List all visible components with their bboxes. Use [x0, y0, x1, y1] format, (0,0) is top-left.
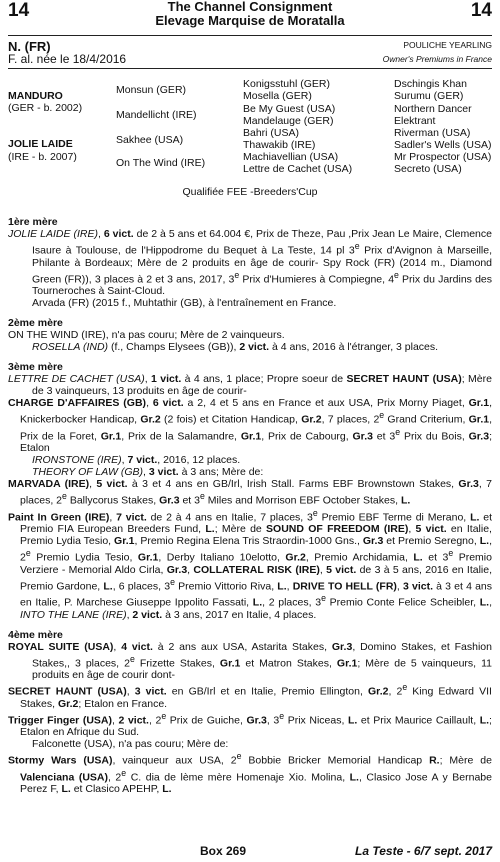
- pedigree-gen2: On The Wind (IRE): [116, 157, 206, 169]
- lot-number-right: 14: [470, 0, 492, 21]
- lot-number-left: 14: [8, 0, 30, 21]
- section-heading-4: 4ème mère: [8, 628, 63, 641]
- qualification-note: Qualifiée FEE -Breeders'Cup: [182, 186, 318, 198]
- fourth-dam-record: ROYAL SUITE (USA), 4 vict. à 2 ans aux USA, Astarita Stakes, Gr.3, Domino Stakes, et Fashion Stakes,, 3 places, 2e Frizette Stakes, Gr.1 et Matron Stakes, Gr.1; Mère de 5 vainqueurs, 11 produits en âge de courir dont-: [8, 640, 492, 681]
- pedigree-gen3: Mosella (GER): [243, 90, 312, 102]
- pedigree-gen3: Thawakib (IRE): [243, 139, 316, 151]
- pedigree-gen4: Surumu (GER): [394, 90, 464, 102]
- grandproduce-marvada: MARVADA (IRE), 5 vict. à 3 et 4 ans en GB/Irl, Irish Stall. Farms EBF Brownstown Stakes, Gr.3, 7 places, 2e Ballycorus Stakes, Gr.3 et 3e Miles and Morrison EBF October Stakes, L.: [8, 478, 492, 507]
- section-heading-1: 1ère mère: [8, 216, 58, 228]
- pedigree-gen3: Lettre de Cachet (USA): [243, 163, 353, 175]
- pedigree-sire-info: (GER - b. 2002): [8, 102, 83, 114]
- third-dam-produce-2: IRONSTONE (IRE), 7 vict., 2016, 12 places.: [32, 454, 241, 466]
- sale-location-date: La Teste - 6/7 sept. 2017: [355, 844, 492, 858]
- consignor-header: [0, 0, 500, 28]
- dam-produce: Arvada (FR) (2015 f., Muhtathir (GB), à l'entraînement en France.: [32, 297, 337, 309]
- section-heading-2: 2ème mère: [8, 317, 63, 329]
- pedigree-gen4: Secreto (USA): [394, 163, 462, 175]
- fourth-dam-produce-2: Trigger Finger (USA), 2 vict., 2e Prix de Guiche, Gr.3, 3e Prix Niceas, L. et Prix Maurice Caillault, L.; Etalon en Afrique du Sud.: [8, 710, 492, 738]
- owners-premium-note: Owner's Premiums in France: [382, 54, 492, 64]
- header-divider: [8, 35, 492, 36]
- pedigree-dam: JOLIE LAIDE: [8, 138, 73, 150]
- pedigree-gen4: Dschingis Khan: [394, 78, 467, 90]
- consignor-name: The Channel Consignment: [167, 0, 333, 14]
- pedigree-gen3: Mandelauge (GER): [243, 115, 334, 127]
- pedigree-gen4: Northern Dancer: [394, 103, 472, 115]
- pedigree-gen3: Konigsstuhl (GER): [243, 78, 330, 90]
- family-notes: [8, 208, 492, 795]
- pedigree-gen3: Bahri (USA): [243, 127, 300, 139]
- section-heading-3: 3ème mère: [8, 361, 63, 373]
- pedigree-gen4: Elektrant: [394, 115, 436, 127]
- second-dam-produce: ROSELLA (IND) (f., Champs Elysees (GB)), 2 vict. à 4 ans, 2016 à l'étranger, 3 places.: [32, 341, 439, 353]
- pedigree-gen4: Riverman (USA): [394, 127, 471, 139]
- pedigree-gen2: Monsun (GER): [116, 84, 187, 96]
- fourth-dam-produce-3: Falconette (USA), n'a pas couru; Mère de:: [32, 738, 229, 750]
- category-label: POULICHE YEARLING: [403, 40, 492, 50]
- third-dam-produce-3: THEORY OF LAW (GB), 3 vict. à 3 ans; Mère de:: [32, 466, 264, 478]
- dam-record: JOLIE LAIDE (IRE), 6 vict. de 2 à 5 ans et 64.004 €, Prix de Theze, Pau ,Prix Jean Le Maire, Clemence Isaure à Toulouse, de l'Hippodrome du Bequet à La Teste, 14 pl 3e Prix d'Avignon à Marseille, Philante à Bordeaux; Mère de 2 produits en âge de courir- Spy Rock (FR) (2014 m., Diamond Green (FR)), 3 places à 2 et 3 ans, 2017, 3e Prix d'Humieres à Compiegne, 4e Prix du Jardins des Tourneroches à Saint-Cloud.: [8, 228, 492, 297]
- grandproduce-stormy-wars: Stormy Wars (USA), vainqueur aux USA, 2e Bobbie Bricker Memorial Handicap R.; Mère de Valenciana (USA), 2e C. dia de lème mère Homenaje Xio. Molina, L., Clasico Jose A y Bernabe Perez F, L. et Clasico APEHP, L.: [8, 751, 492, 795]
- pedigree-gen4: Sadler's Wells (USA): [394, 139, 492, 151]
- box-number: Box 269: [200, 844, 247, 858]
- pedigree-gen2: Sakhee (USA): [116, 134, 184, 146]
- birth-info: F. al. née le 18/4/2016: [8, 52, 127, 66]
- pedigree-dam-info: (IRE - b. 2007): [8, 151, 77, 163]
- pedigree-gen3: Machiavellian (USA): [243, 151, 339, 163]
- fourth-dam-produce-1: SECRET HAUNT (USA), 3 vict. en GB/Irl et en Italie, Premio Ellington, Gr.2, 2e King Edward VII Stakes, Gr.2; Etalon en France.: [8, 682, 492, 710]
- grandproduce-paint-in-green: Paint In Green (IRE), 7 vict. de 2 à 4 ans en Italie, 7 places, 3e Premio EBF Terme di Merano, L. et Premio FIA European Breeders Fund, L.; Mère de SOUND OF FREEDOM (IRE), 5 vict. en Italie, Premio Lydia Tesio, Gr.1, Premio Regina Elena Tris Straordin-1000 Gns., Gr.3 et Premio Seregno, L., 2e Premio Lydia Tesio, Gr.1, Derby Italiano 10elotto, Gr.2, Premio Archidamia, L. et 3e Premio Verziere - Memorial Aldo Cirla, Gr.3, COLLATERAL RISK (IRE), 5 vict. de 3 à 5 ans, 2016 en Italie, Premio Gardone, L., 6 places, 3e Premio Vittorio Riva, L., DRIVE TO HELL (FR), 3 vict. à 3 et 4 ans en Italie, P. Marchese Giuseppe Ippolito Fassati, L., 2 places, 3e Premio Conte Felice Scheibler, L., INTO THE LANE (IRE), 2 vict. à 3 ans, 2017 en Italie, 4 places.: [8, 507, 493, 621]
- second-dam-record: ON THE WIND (IRE), n'a pas couru; Mère de 2 vainqueurs.: [8, 329, 285, 341]
- third-dam-record: LETTRE DE CACHET (USA), 1 vict. à 4 ans, 1 place; Propre soeur de SECRET HAUNT (USA); Mère de 3 vainqueurs, 13 produits en âge de courir-: [8, 373, 492, 397]
- horse-name: N. (FR): [8, 39, 51, 54]
- name-divider: [8, 68, 492, 69]
- consignor-subtitle: Elevage Marquise de Moratalla: [155, 13, 345, 28]
- third-dam-produce-1: CHARGE D'AFFAIRES (GB), 6 vict. a 2, 4 et 5 ans en France et aux USA, Prix Morny Piaget, Gr.1, Knickerbocker Handicap, Gr.2 (2 fois) et Citation Handicap, Gr.2, 7 places, 2e Grand Criterium, Gr.1, Prix de la Foret, Gr.1, Prix de la Salamandre, Gr.1, Prix de Cabourg, Gr.3 et 3e Prix du Bois, Gr.3; Etalon: [8, 397, 492, 454]
- pedigree-gen4: Mr Prospector (USA): [394, 151, 492, 163]
- pedigree-gen3: Be My Guest (USA): [243, 103, 336, 115]
- pedigree-sire: MANDURO: [8, 90, 63, 102]
- pedigree-gen2: Mandellicht (IRE): [116, 109, 197, 121]
